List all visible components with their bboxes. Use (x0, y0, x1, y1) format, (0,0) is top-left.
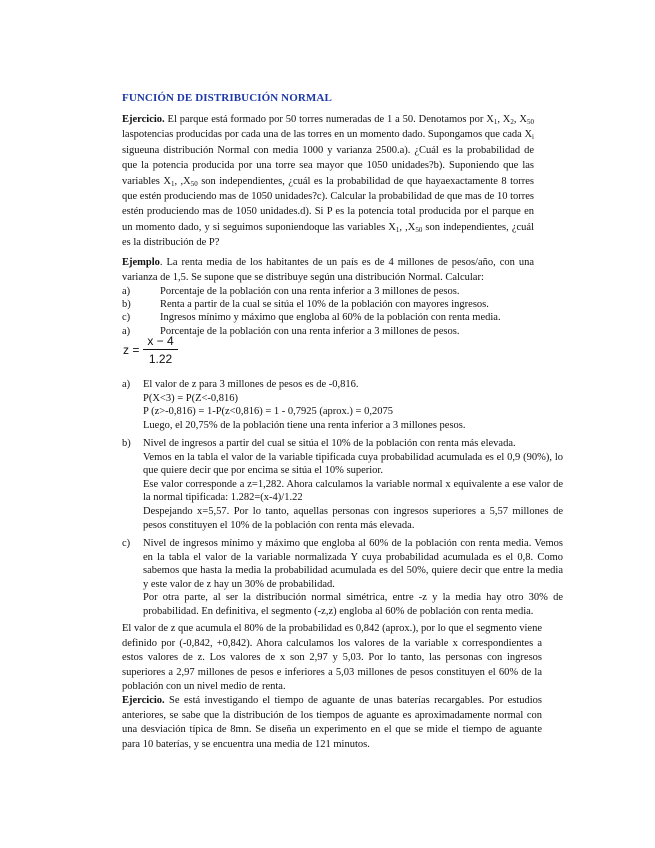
list-item (122, 285, 534, 298)
solution-line: Nivel de ingresos a partir del cual se sitúa el 10% de la población con renta más elevada. (143, 438, 516, 449)
solution-line: P (z>-0,816) = 1-P(z<0,816) = 1 - 0,7925 (aprox.) = 0,2075 (143, 406, 393, 418)
list-item (122, 311, 534, 324)
text-run: son independientes, ¿cuál es la distribución de P? (122, 221, 534, 249)
list-item (122, 298, 534, 311)
formula-denominator: 1.22 (148, 352, 173, 366)
solution-marker: b) (122, 438, 131, 449)
text-run: , X (497, 114, 511, 125)
list-text: Porcentaje de la población con una renta inferior a 3 millones de pesos. (160, 286, 460, 297)
list-marker: b) (122, 299, 131, 311)
list-item (122, 325, 534, 338)
solution-marker: a) (122, 379, 131, 390)
solution-a (122, 378, 563, 432)
exercise-1-label: Ejercicio. (122, 114, 165, 125)
list-text: Renta a partir de la cual se sitúa el 10% de la población con mayores ingresos. (160, 299, 489, 311)
example-text: . La renta media de los habitantes de un país es de 4 millones de pesos/año, con una varianza de 1,5. Se supone que se distribuye según una distribución Normal. Calcular: (122, 257, 534, 284)
example-paragraph (122, 255, 534, 286)
page-title: FUNCIÓN DE DISTRIBUCIÓN NORMAL (122, 92, 332, 104)
text-run: sigueuna distribución Normal con media 1000 y varianza 2500.a). ¿Cuál es la probabilidad de que la potencia producida por una torre sea mayor que 1050 unidades?b). Suponiendo que las variables X (122, 144, 534, 187)
text-run: , X (513, 114, 527, 125)
subscript: 1 (395, 225, 400, 234)
list-marker: c) (122, 312, 131, 324)
solution-c (122, 537, 563, 619)
solution-line: Despejando x=5,57. Por lo tanto, aquellas personas con ingresos superiores a 5,57 millones de pesos constituyen el 10% de la población con renta más elevada. (143, 505, 563, 531)
exercise-1-paragraph (122, 112, 534, 251)
example-label: Ejemplo (122, 257, 160, 268)
example-list (122, 285, 534, 338)
solution-line: Nivel de ingresos mínimo y máximo que engloba al 60% de la población con renta media. Vemos en la tabla el valor de la variable normalizada Y cuya probabilidad acumulada es el 0,8. Como sabemos que hasta la media la probabilidad acumulada es del 50%, quiere decir que entre la media y este valor de z hay un 30% de probabilidad. (143, 538, 563, 590)
solution-marker: c) (122, 538, 131, 549)
z-formula (123, 334, 178, 366)
text-run: laspotencias producidas por cada una de las torres en un momento dado. Supongamos que cada X (122, 129, 533, 141)
formula-fraction (143, 334, 177, 366)
exercise-2-paragraph (122, 694, 542, 752)
subscript: 2 (510, 118, 514, 126)
solution-b (122, 437, 563, 532)
list-marker: a) (122, 286, 131, 297)
exercise-2-text: Se está investigando el tiempo de aguante de unas baterías recargables. Por estudios anteriores, se sabe que la distribución de los tiempos de aguante es aproximadamente normal con una desviación típica de 8mn. Se diseña un experimento en el que se mide el tiempo de aguante para 10 baterías, y se encuentra una media de 121 minutos. (122, 695, 542, 750)
list-text: Ingresos mínimo y máximo que engloba al 60% de la población con renta media. (160, 312, 501, 324)
formula-numerator: x − 4 (143, 334, 177, 350)
solution-line: P(X<3) = P(Z<-0,816) (143, 392, 239, 404)
text-run: , ,X (399, 221, 416, 233)
solution-line: Ese valor corresponde a z=1,282. Ahora calculamos la variable normal x equivalente a ese valor de la normal tipificada: 1.282=(x-4)/1.22 (143, 478, 563, 504)
solution-line: Luego, el 20,75% de la población tiene una renta inferior a 3 millones pesos. (143, 419, 466, 431)
conclusion-paragraph: El valor de z que acumula el 80% de la probabilidad es 0,842 (aprox.), por lo que el segmento viene definido por (-0,842, +0,842). Ahora calculamos los valores de la variable x correspondientes a estos valores de z. Los valores de x son 2,97 y 5,03. Por lo tanto, las personas con ingresos superiores a 2,97 millones de pesos e inferiores a 5,03 millones de pesos constituyen el 60% de la población con un nivel medio de renta. (122, 623, 542, 693)
text-run: El parque está formado por 50 torres numeradas de 1 a 50. Denotamos por X (164, 114, 494, 125)
subscript: 1 (170, 179, 175, 188)
list-text: Porcentaje de la población con una renta inferior a 3 millones de pesos. (160, 325, 460, 337)
solution-line: Vemos en la tabla el valor de la variable tipificada cuya probabilidad acumulada es el 0,9 (90%), lo que quiere decir que por encima se sitúa el 10% superior. (143, 451, 563, 477)
subscript: 50 (527, 118, 534, 126)
list-marker: a) (122, 325, 131, 337)
solution-line: Por otra parte, al ser la distribución normal simétrica, entre -z y la media hay otro 30% de probabilidad. En definitiva, el segmento (-z,z) engloba al 60% de población con renta media. (143, 592, 563, 617)
solution-line: El valor de z para 3 millones de pesos es de -0,816. (143, 379, 359, 390)
formula-lhs: z = (123, 343, 140, 357)
subscript: 1 (493, 118, 498, 126)
exercise-2-label: Ejercicio. (122, 695, 165, 706)
text-run: , ,X (174, 175, 191, 187)
subscript: i (532, 133, 534, 142)
text-run: son independientes, ¿cuál es la probabilidad de que hayaexactamente 8 torres que estén produciendo mas de 1050 unidades?c). Calcular la probabilidad de que mas de 10 torres estén produciendo mas de 1050 unidades.d). Si P es la potencia total producida por el parque en un momento dado, y si seguimos suponiendoque las variables X (122, 175, 534, 233)
subscript: 50 (190, 179, 198, 188)
subscript: 50 (415, 225, 423, 234)
